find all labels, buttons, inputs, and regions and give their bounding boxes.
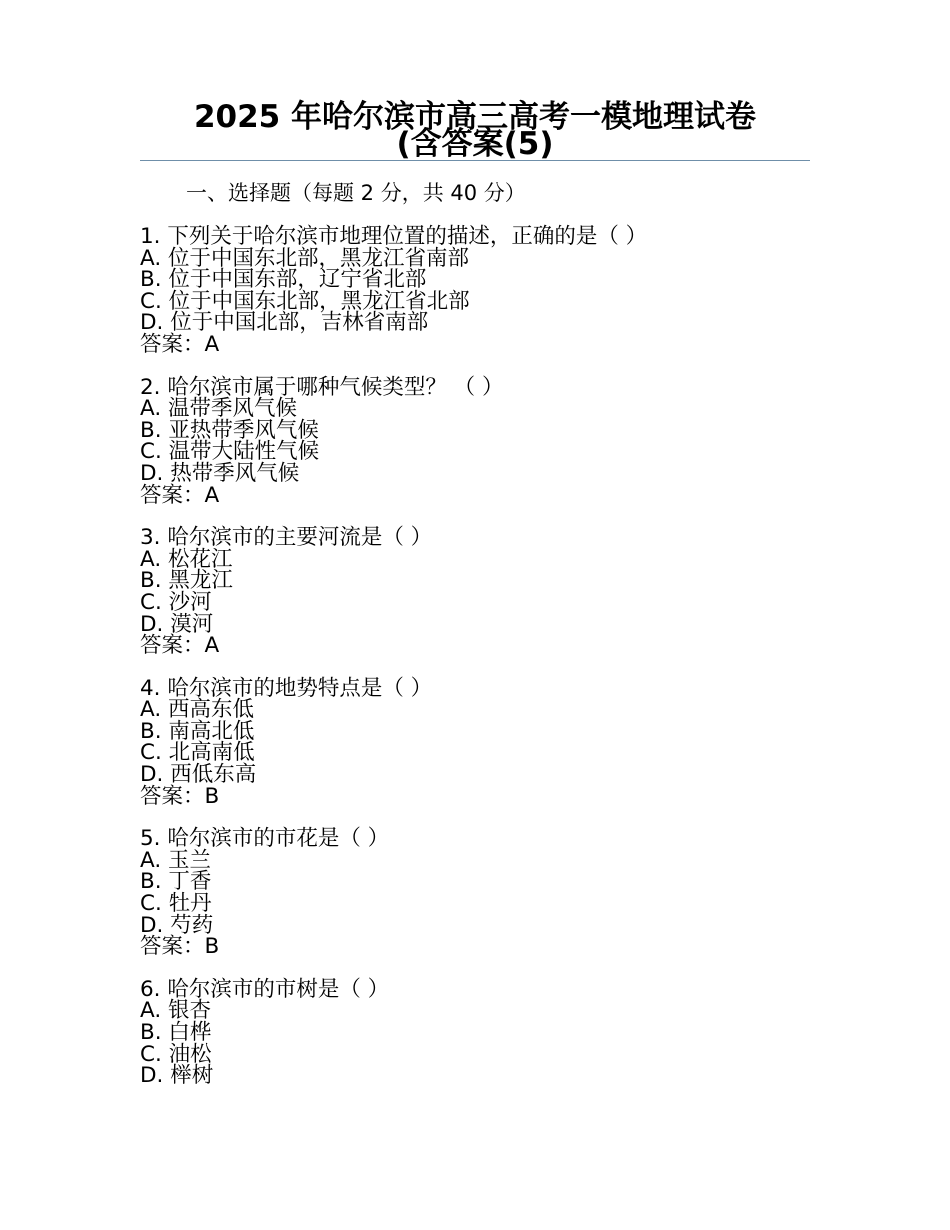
option-c: C. 沙河 bbox=[140, 589, 212, 615]
option-b: B. 南高北低 bbox=[140, 718, 255, 744]
option-a: A. 松花江 bbox=[140, 546, 233, 572]
option-a: A. 西高东低 bbox=[140, 697, 254, 723]
question-stem: 2. 哈尔滨市属于哪种气候类型？ （ ） bbox=[140, 374, 504, 400]
option-a: A. 位于中国东北部，黑龙江省南部 bbox=[140, 245, 469, 271]
option-d: D. 芍药 bbox=[140, 912, 214, 938]
option-d: D. 漠河 bbox=[140, 611, 214, 637]
title-line-2: (含答案(5) bbox=[396, 126, 554, 162]
option-b: B. 白桦 bbox=[140, 1020, 212, 1045]
option-d: D. 位于中国北部，吉林省南部 bbox=[140, 310, 429, 336]
question-6 bbox=[140, 976, 820, 1089]
option-c: C. 位于中国东北部，黑龙江省北部 bbox=[140, 288, 470, 314]
question-5 bbox=[140, 828, 820, 958]
question-stem: 3. 哈尔滨市的主要河流是（ ） bbox=[140, 525, 433, 551]
answer: 答案：A bbox=[140, 482, 220, 508]
title-divider bbox=[140, 160, 810, 161]
option-b: B. 位于中国东部，辽宁省北部 bbox=[140, 267, 427, 293]
option-c: C. 油松 bbox=[140, 1041, 212, 1067]
option-b: B. 黑龙江 bbox=[140, 568, 233, 594]
section-heading: 一、选择题（每题 2 分，共 40 分） bbox=[186, 181, 526, 205]
option-a: A. 银杏 bbox=[140, 998, 211, 1024]
option-d: D. 热带季风气候 bbox=[140, 460, 300, 486]
document-title bbox=[140, 99, 810, 162]
question-list bbox=[140, 226, 820, 1087]
answer: 答案：B bbox=[140, 934, 220, 960]
option-d: D. 榉树 bbox=[140, 1063, 214, 1089]
option-a: A. 玉兰 bbox=[140, 847, 211, 873]
question-2 bbox=[140, 374, 820, 508]
question-4 bbox=[140, 675, 820, 809]
question-3 bbox=[140, 527, 820, 657]
question-stem: 6. 哈尔滨市的市树是（ ） bbox=[140, 976, 390, 1002]
answer: 答案：A bbox=[140, 633, 220, 659]
option-d: D. 西低东高 bbox=[140, 762, 257, 788]
option-b: B. 丁香 bbox=[140, 869, 212, 895]
question-stem: 5. 哈尔滨市的市花是（ ） bbox=[140, 826, 390, 852]
question-stem: 4. 哈尔滨市的地势特点是（ ） bbox=[140, 675, 433, 701]
option-c: C. 牡丹 bbox=[140, 891, 212, 917]
option-c: C. 北高南低 bbox=[140, 740, 255, 766]
answer: 答案：A bbox=[140, 331, 220, 357]
question-1 bbox=[140, 226, 820, 356]
question-stem: 1. 下列关于哈尔滨市地理位置的描述，正确的是（ ） bbox=[140, 224, 648, 249]
option-c: C. 温带大陆性气候 bbox=[140, 439, 320, 465]
answer: 答案：B bbox=[140, 783, 220, 809]
option-b: B. 亚热带季风气候 bbox=[140, 417, 319, 443]
title-line-1: 2025 年哈尔滨市高三高考一模地理试卷 bbox=[193, 99, 757, 135]
option-a: A. 温带季风气候 bbox=[140, 396, 297, 422]
